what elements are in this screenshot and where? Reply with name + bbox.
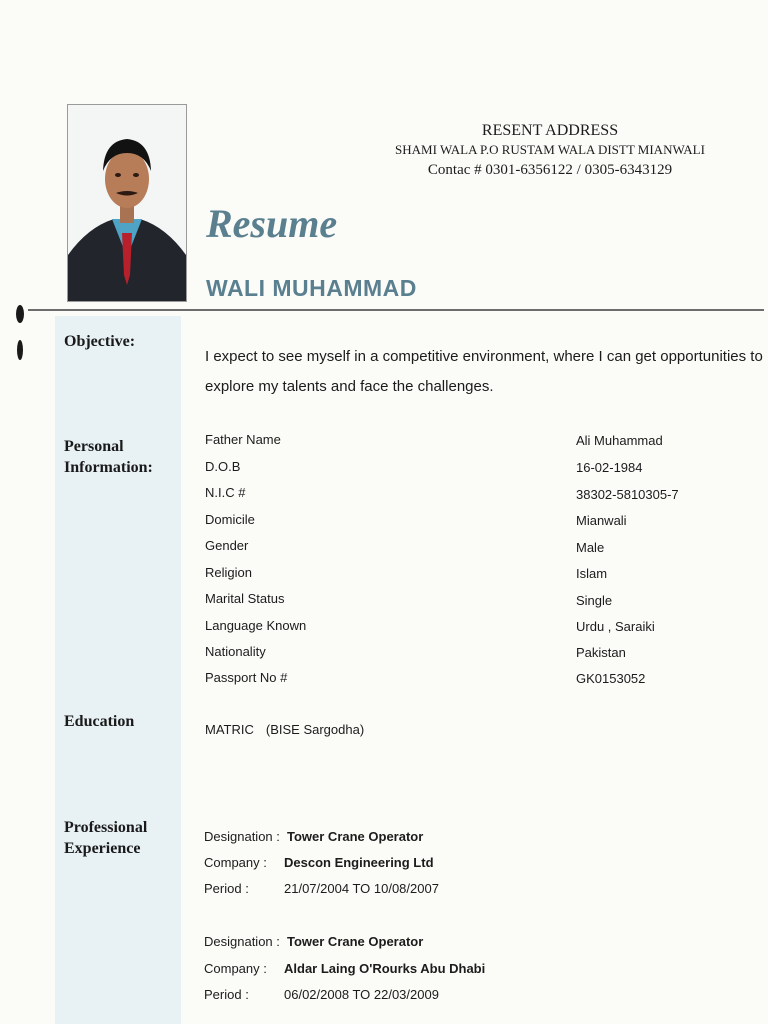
section-sidebar xyxy=(55,316,181,1024)
domicile-value: Mianwali xyxy=(576,513,627,528)
scan-speck xyxy=(16,305,24,323)
education-degree: MATRIC xyxy=(205,722,254,737)
passport-value: GK0153052 xyxy=(576,671,646,686)
job1-period-value: 21/07/2004 TO 10/08/2007 xyxy=(284,881,439,896)
job2-period-value: 06/02/2008 TO 22/03/2009 xyxy=(284,987,439,1002)
experience-label-line1: Professional xyxy=(64,819,148,836)
profile-photo xyxy=(67,104,187,302)
job1-period-label: Period : xyxy=(204,881,249,896)
experience-label xyxy=(64,817,147,859)
passport-label: Passport No # xyxy=(205,670,288,685)
experience-label-line2: Experience xyxy=(64,840,141,857)
resume-title: Resume xyxy=(206,201,338,246)
personal-info-label-line2: Information: xyxy=(64,459,153,476)
gender-value: Male xyxy=(576,540,605,555)
address-heading: RESENT ADDRESS xyxy=(481,122,619,139)
nic-value: 38302-5810305-7 xyxy=(576,487,679,502)
father-name-value: Ali Muhammad xyxy=(576,433,663,448)
education-label: Education xyxy=(64,713,135,730)
contact-numbers: Contac # 0301-6356122 / 0305-6343129 xyxy=(427,162,673,178)
personal-info-label-line1: Personal xyxy=(64,438,124,455)
marital-status-value: Single xyxy=(576,593,613,608)
religion-value: Islam xyxy=(576,566,608,581)
job1-company-value: Descon Engineering Ltd xyxy=(284,855,434,870)
religion-label: Religion xyxy=(205,565,252,580)
address-line: SHAMI WALA P.O RUSTAM WALA DISTT MIANWALI xyxy=(395,142,705,157)
nationality-value: Pakistan xyxy=(576,645,626,660)
education-board: (BISE Sargodha) xyxy=(265,722,365,737)
address-block xyxy=(380,122,720,179)
nationality-label: Nationality xyxy=(205,644,266,659)
objective-text: I expect to see myself in a competitive environment, where I can get opportunities to explore my talents and face the challenges. xyxy=(205,348,763,395)
nic-label: N.I.C # xyxy=(205,485,246,500)
job1-designation-label: Designation : xyxy=(204,829,280,844)
father-name-label: Father Name xyxy=(205,432,281,447)
language-label: Language Known xyxy=(205,618,307,633)
language-value: Urdu , Saraiki xyxy=(576,619,655,634)
dob-label: D.O.B xyxy=(205,459,241,474)
header-divider xyxy=(28,309,764,311)
job2-company-label: Company : xyxy=(204,961,267,976)
job1-company-label: Company : xyxy=(204,855,267,870)
gender-label: Gender xyxy=(205,538,249,553)
job2-company-value: Aldar Laing O'Rourks Abu Dhabi xyxy=(284,961,486,976)
job1-designation-value: Tower Crane Operator xyxy=(287,829,424,844)
job2-designation-value: Tower Crane Operator xyxy=(287,934,424,949)
dob-value: 16-02-1984 xyxy=(576,460,643,475)
job2-designation-label: Designation : xyxy=(204,934,280,949)
objective-label: Objective: xyxy=(64,333,136,350)
candidate-name: WALI MUHAMMAD xyxy=(206,275,417,301)
portrait-image xyxy=(68,105,186,301)
job2-period-label: Period : xyxy=(204,987,249,1002)
education-entry xyxy=(205,722,364,737)
scan-speck xyxy=(17,340,23,360)
domicile-label: Domicile xyxy=(205,512,255,527)
personal-info-label xyxy=(64,436,153,478)
marital-status-label: Marital Status xyxy=(205,591,285,606)
